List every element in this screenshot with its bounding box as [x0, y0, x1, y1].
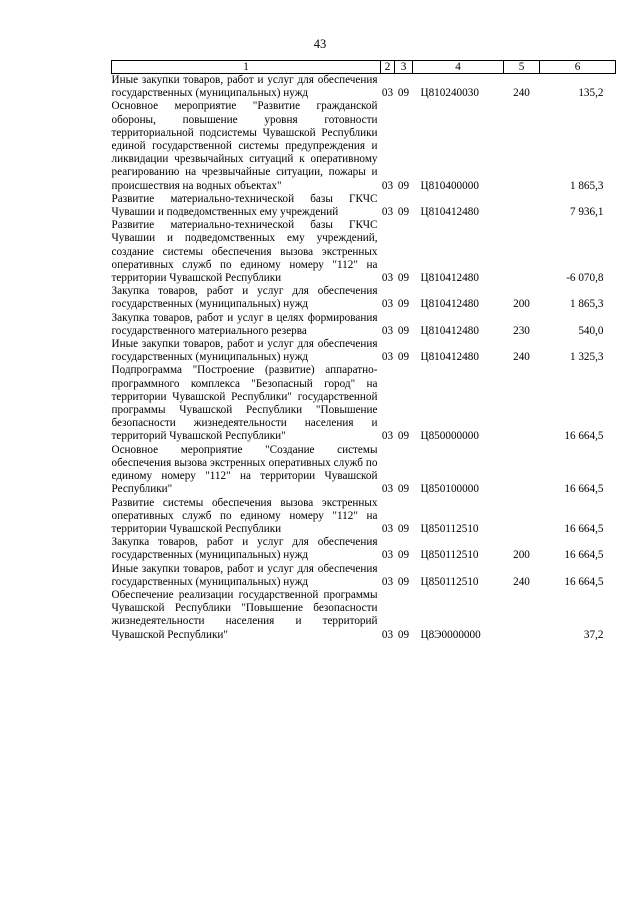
expense-type-code: 230: [513, 324, 530, 337]
target-article-code: Ц850100000: [420, 483, 479, 496]
expense-type-code: [504, 444, 540, 497]
table-header: [112, 61, 616, 74]
subsection-code: 09: [397, 351, 410, 364]
column-header-section: 2: [381, 61, 395, 74]
target-article-code: Ц810412480: [420, 351, 479, 364]
subsection-code: 09: [397, 87, 410, 100]
target-article-code: Ц810400000: [420, 179, 479, 192]
expense-type-code: 240: [513, 575, 530, 588]
column-header-subsection: 3: [395, 61, 413, 74]
subsection-code: 09: [397, 575, 410, 588]
table-row: [112, 364, 616, 443]
section-code: 03: [381, 549, 394, 562]
item-name: Закупка товаров, работ и услуг в целях формирования государственного материального резерва: [111, 311, 378, 337]
subsection-code: 09: [397, 628, 410, 641]
expense-type-code: [504, 100, 540, 192]
item-name: Иные закупки товаров, работ и услуг для обеспечения государственных (муниципальных) нужд: [111, 562, 378, 588]
amount-value: 1 865,3: [569, 179, 604, 192]
amount-value: 540,0: [578, 324, 604, 337]
amount-value: 1 325,3: [569, 351, 604, 364]
column-header-target-article: 4: [413, 61, 504, 74]
target-article-code: Ц810412480: [420, 298, 479, 311]
table-row: [112, 74, 616, 101]
amount-value: 16 664,5: [564, 575, 604, 588]
item-name: Развитие материально-технической базы ГКЧС Чувашии и подведомственных ему учреждений: [111, 192, 378, 219]
table-row: [112, 338, 616, 364]
amount-value: 16 664,5: [564, 549, 604, 562]
target-article-code: Ц810240030: [420, 87, 479, 100]
item-name: Развитие системы обеспечения вызова экстренных оперативных служб по единому номеру "112" на территории Чувашской Республики: [111, 496, 378, 535]
subsection-code: 09: [397, 522, 410, 535]
expense-type-code: [504, 589, 540, 642]
subsection-code: 09: [397, 430, 410, 443]
section-code: 03: [381, 575, 394, 588]
target-article-code: Ц850112510: [420, 549, 479, 562]
expense-type-code: [504, 219, 540, 285]
table-row: [112, 219, 616, 285]
section-code: 03: [381, 483, 394, 496]
subsection-code: 09: [397, 324, 410, 337]
amount-value: -6 070,8: [566, 272, 604, 285]
amount-value: 37,2: [583, 628, 604, 641]
subsection-code: 09: [397, 549, 410, 562]
amount-value: 16 664,5: [564, 483, 604, 496]
target-article-code: Ц850112510: [420, 575, 479, 588]
subsection-code: 09: [397, 179, 410, 192]
item-name: Закупка товаров, работ и услуг для обеспечения государственных (муниципальных) нужд: [111, 285, 378, 311]
amount-value: 135,2: [578, 87, 604, 100]
item-name: Развитие материально-технической базы ГКЧС Чувашии и подведомственных ему учреждений, создание системы обеспечения вызова экстренных оперативных служб по единому номеру "112" на территории Чувашской Республики: [111, 219, 378, 285]
section-code: 03: [381, 206, 394, 219]
subsection-code: 09: [397, 272, 410, 285]
section-code: 03: [381, 179, 394, 192]
section-code: 03: [381, 87, 394, 100]
column-header-name: 1: [112, 61, 381, 74]
subsection-code: 09: [397, 206, 410, 219]
header-row: [112, 61, 616, 74]
expense-type-code: 200: [513, 298, 530, 311]
subsection-code: 09: [397, 483, 410, 496]
item-name: Обеспечение реализации государственной программы Чувашской Республики "Повышение безопасности жизнедеятельности населения и территорий Чувашской Республики": [111, 588, 378, 641]
section-code: 03: [381, 272, 394, 285]
target-article-code: Ц850000000: [420, 430, 479, 443]
column-header-expense-type: 5: [504, 61, 540, 74]
target-article-code: Ц810412480: [420, 272, 479, 285]
table-row: [112, 563, 616, 589]
item-name: Закупка товаров, работ и услуг для обеспечения государственных (муниципальных) нужд: [111, 536, 378, 562]
target-article-code: Ц810412480: [420, 324, 479, 337]
item-name: Основное мероприятие "Создание системы обеспечения вызова экстренных оперативных служб по единому номеру "112" на территории Чувашской Республики": [111, 443, 378, 496]
table-row: [112, 312, 616, 338]
table-row: [112, 444, 616, 497]
item-name: Подпрограмма "Построение (развитие) аппаратно-программного комплекса "Безопасный город" на территории Чувашской Республики" государственной программы Чувашской Республики "Повышение безопасности жизнедеятельности населения и территорий Чувашской Республики": [111, 364, 378, 443]
budget-table: [111, 60, 616, 642]
expense-type-code: [504, 497, 540, 537]
expense-type-code: [504, 193, 540, 219]
amount-value: 7 936,1: [569, 206, 604, 219]
table-row: [112, 100, 616, 192]
table-row: [112, 285, 616, 311]
page-number: 43: [313, 37, 327, 51]
table-row: [112, 497, 616, 537]
table-row: [112, 536, 616, 562]
item-name: Основное мероприятие "Развитие гражданской обороны, повышение уровня готовности территориальной подсистемы Чувашской Республики единой государственной системы предупреждения и ликвидации чрезвычайных ситуаций к оперативному реагированию на чрезвычайные ситуации, пожары и происшествия на водных объектах": [111, 100, 378, 192]
item-name: Иные закупки товаров, работ и услуг для обеспечения государственных (муниципальных) нужд: [111, 74, 378, 100]
section-code: 03: [381, 430, 394, 443]
table-row: [112, 589, 616, 642]
expense-type-code: [504, 364, 540, 443]
expense-type-code: 200: [513, 549, 530, 562]
section-code: 03: [381, 324, 394, 337]
section-code: 03: [381, 522, 394, 535]
expense-type-code: 240: [513, 87, 530, 100]
section-code: 03: [381, 298, 394, 311]
amount-value: 16 664,5: [564, 430, 604, 443]
subsection-code: 09: [397, 298, 410, 311]
table-row: [112, 193, 616, 219]
section-code: 03: [381, 628, 394, 641]
section-code: 03: [381, 351, 394, 364]
target-article-code: Ц810412480: [420, 206, 479, 219]
table-body: [112, 74, 616, 642]
target-article-code: Ц850112510: [420, 522, 479, 535]
amount-value: 1 865,3: [569, 298, 604, 311]
column-header-amount: 6: [540, 61, 616, 74]
expense-type-code: 240: [513, 351, 530, 364]
amount-value: 16 664,5: [564, 522, 604, 535]
item-name: Иные закупки товаров, работ и услуг для обеспечения государственных (муниципальных) нужд: [111, 338, 378, 364]
target-article-code: Ц8Э0000000: [420, 628, 481, 641]
